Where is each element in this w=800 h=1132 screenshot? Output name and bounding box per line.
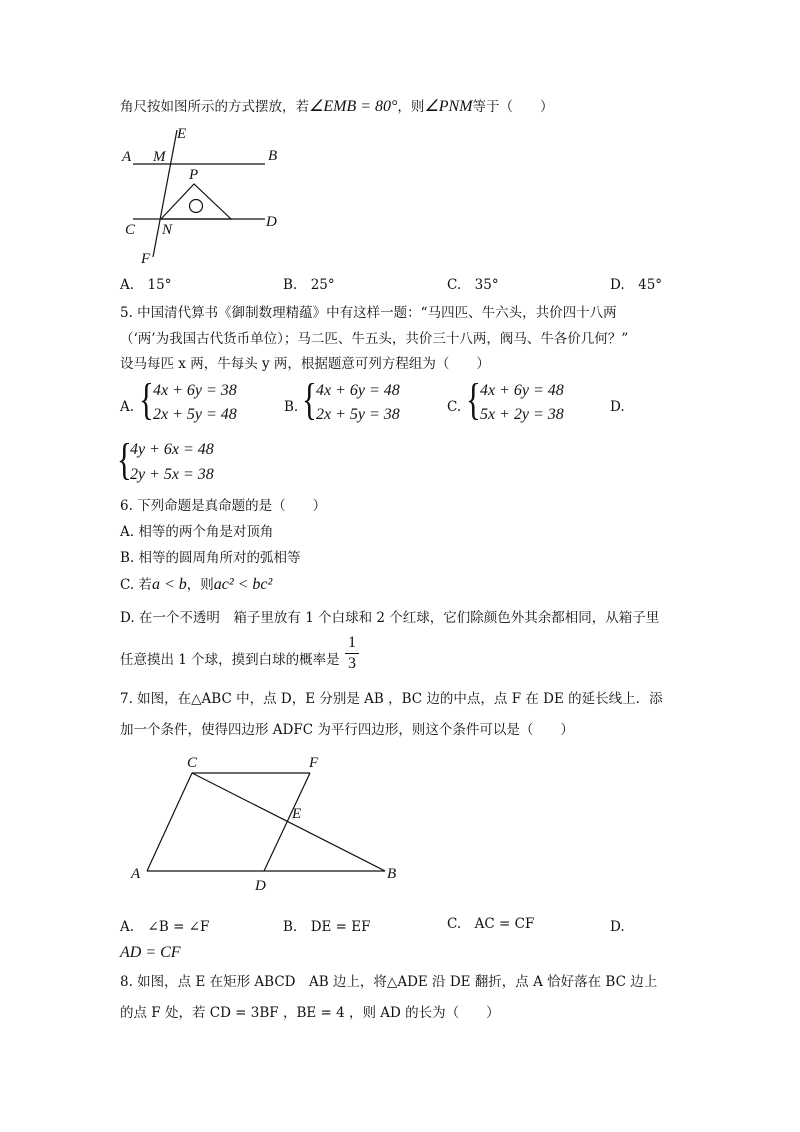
label-E: E xyxy=(292,806,302,822)
q4-stem-mid: ，则 xyxy=(397,99,425,115)
q7-option-d: AD = CF xyxy=(120,944,181,961)
q6-c-prefix: C. 若 xyxy=(120,577,152,593)
q5-d-eq2: 2y + 5x = 38 xyxy=(130,466,214,483)
q7-option-a[interactable]: A. ∠B = ∠F xyxy=(120,919,210,935)
label-N: N xyxy=(162,222,173,238)
q5-a-eq2: 2x + 5y = 48 xyxy=(153,406,237,423)
q7-option-c[interactable]: C. AC = CF xyxy=(447,916,535,932)
q5-b-eq2: 2x + 5y = 38 xyxy=(316,406,400,423)
q7-option-d-label[interactable]: D. xyxy=(610,919,625,935)
label-M: M xyxy=(153,149,166,165)
q5-line2: （‘两’为我国古代货币单位）；马二匹、牛五头，共价三十八两，阀马、牛各价几何？” xyxy=(120,331,629,347)
q8-line2: 的点 F 处，若 CD = 3BF ，BE = 4 ，则 AD 的长为（ ） xyxy=(120,1005,500,1021)
q5-option-d-label[interactable]: D. xyxy=(610,399,625,415)
fraction-denominator: 3 xyxy=(348,655,356,672)
q4-option-d[interactable]: D. 45° xyxy=(610,277,663,293)
q5-option-a-label[interactable]: A. xyxy=(120,399,135,415)
q6-option-d-line2: 任意摸出 1 个球，摸到白球的概率是 xyxy=(120,652,340,668)
q6-option-b[interactable]: B. 相等的圆周角所对的弧相等 xyxy=(120,550,301,566)
label-B: B xyxy=(387,866,397,882)
q4-stem-suffix: 等于（ ） xyxy=(472,99,554,115)
q5-c-eq2: 5x + 2y = 38 xyxy=(480,406,564,423)
q7-figure xyxy=(125,752,405,892)
q6-c-mid: ，则 xyxy=(186,577,214,593)
q4-option-b[interactable]: B. 25° xyxy=(283,277,335,293)
fraction-one-third xyxy=(345,634,359,673)
q6-stem: 6. 下列命题是真命题的是（ ） xyxy=(120,498,327,514)
q5-line1: 5. 中国清代算书《御制数理精蕴》中有这样一题：“马四匹、牛六头，共价四十八两 xyxy=(120,305,617,321)
q5-c-eq1: 4x + 6y = 48 xyxy=(480,382,564,399)
q8-line1: 8. 如图，点 E 在矩形 ABCD AB 边上，将△ADE 沿 DE 翻折，点 A 恰好落在 BC 边上 xyxy=(120,974,658,990)
q5-b-eq1: 4x + 6y = 48 xyxy=(316,382,400,399)
label-E: E xyxy=(177,126,187,142)
label-D: D xyxy=(255,878,266,892)
label-C: C xyxy=(125,222,136,238)
q4-stem-prefix: 角尺按如图所示的方式摆放，若 xyxy=(120,99,309,115)
q6-c-result: ac² < bc² xyxy=(213,576,273,593)
q7-line1: 7. 如图，在△ABC 中，点 D，E 分别是 AB ，BC 边的中点，点 F 在 DE 的延长线上．添 xyxy=(120,691,663,707)
q4-figure xyxy=(115,122,295,272)
label-F: F xyxy=(141,251,151,267)
fraction-numerator: 1 xyxy=(348,634,356,651)
q4-option-a[interactable]: A. 15° xyxy=(120,277,172,293)
brace-icon: { xyxy=(117,435,132,484)
label-A: A xyxy=(122,149,132,165)
q4-target: ∠PNM xyxy=(424,98,473,115)
brace-icon: { xyxy=(466,375,481,424)
q6-option-c[interactable] xyxy=(120,576,272,594)
label-A: A xyxy=(131,866,141,882)
label-C: C xyxy=(187,755,198,771)
q7-line2: 加一个条件，使得四边形 ADFC 为平行四边形，则这个条件可以是（ ） xyxy=(120,722,574,738)
label-P: P xyxy=(189,167,199,183)
q6-c-condition: a < b xyxy=(151,576,187,593)
q5-line3: 设马每匹 x 两，牛每头 y 两，根据题意可列方程组为（ ） xyxy=(120,356,490,372)
fraction-bar xyxy=(345,653,359,654)
q5-option-c-label[interactable]: C. xyxy=(447,399,462,415)
label-D: D xyxy=(266,214,277,230)
label-B: B xyxy=(268,148,278,164)
q6-option-a[interactable]: A. 相等的两个角是对顶角 xyxy=(120,524,274,540)
q4-condition: ∠EMB = 80° xyxy=(309,98,398,115)
label-F: F xyxy=(309,755,319,771)
q4-stem xyxy=(120,98,554,116)
q6-option-d-line1[interactable]: D. 在一个不透明 箱子里放有 1 个白球和 2 个红球，它们除颜色外其余都相同，从箱子里 xyxy=(120,610,660,626)
q4-option-c[interactable]: C. 35° xyxy=(447,277,499,293)
q7-option-b[interactable]: B. DE = EF xyxy=(283,919,371,935)
q5-option-b-label[interactable]: B. xyxy=(284,399,299,415)
q5-d-eq1: 4y + 6x = 48 xyxy=(130,441,214,458)
brace-icon: { xyxy=(302,375,317,424)
brace-icon: { xyxy=(139,375,154,424)
q5-a-eq1: 4x + 6y = 38 xyxy=(153,382,237,399)
